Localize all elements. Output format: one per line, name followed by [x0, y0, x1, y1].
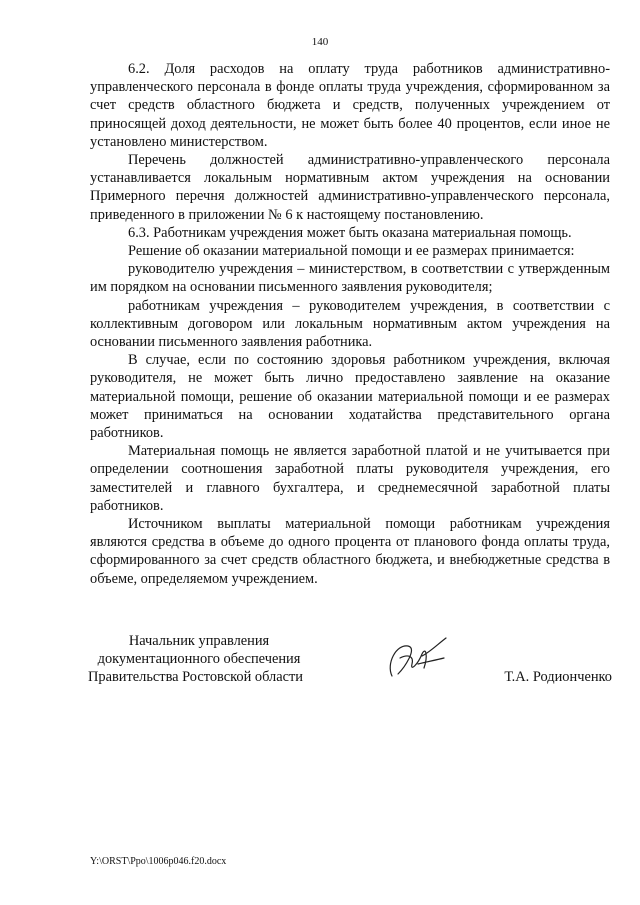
- signature-block: [88, 632, 612, 692]
- paragraph-funding-source: Источником выплаты материальной помощи работникам учреждения являются средства в объеме до одного процента от планового фонда оплаты труда, сформированного за счет средств областного бюджета, и внебюджетные средства в объеме, определяемом учреждением.: [90, 516, 610, 587]
- page-number: 140: [311, 36, 329, 48]
- paragraph-position-list: Перечень должностей административно-управленческого персонала устанавливается локальным нормативным актом учреждения на основании Примерного перечня должностей административно-управленческого персонала, приведенного в приложении № 6 к настоящему постановлению.: [90, 152, 610, 223]
- signatory-title: [88, 632, 310, 687]
- paragraph-6-2: 6.2. Доля расходов на оплату труда работников административно-управленческого персонала в фонде оплаты труда учреждения, сформированном за счет средств областного бюджета и средств, полученных учреждением от приносящей доход деятельности, не может быть более 40 процентов, если иное не установлено министерством.: [90, 61, 610, 150]
- paragraph-health-case: В случае, если по состоянию здоровья работником учреждения, включая руководителя, не может быть лично предоставлено заявление на оказание материальной помощи, решение об оказании материальной помощи и ее размерах может приниматься на основании ходатайства представительного органа работников.: [90, 352, 610, 442]
- paragraph-decision-intro: Решение об оказании материальной помощи и ее размерах принимается:: [128, 243, 575, 260]
- signatory-title-line: Начальник управления: [128, 633, 270, 649]
- signatory-title-line: Правительства Ростовской области: [88, 669, 303, 686]
- paragraph-employees: работникам учреждения – руководителем учреждения, в соответствии с коллективным договором или локальным нормативным актом учреждения на основании письменного заявления работника.: [90, 297, 610, 351]
- file-path-footer: Y:\ORST\Ppo\1006p046.f20.docx: [90, 856, 227, 867]
- signatory-title-line: документационного обеспечения: [97, 651, 301, 668]
- paragraph-not-salary: Материальная помощь не является заработной платой и не учитывается при определении соотношения заработной платы руководителя учреждения, его заместителей и главного бухгалтера, и среднемесячной заработной платы работников.: [90, 443, 610, 514]
- signatory-name: Т.А. Родионченко: [504, 669, 612, 685]
- paragraph-head-manager: руководителю учреждения – министерством, в соответствии с утвержденным им порядком на основании письменного заявления руководителя;: [90, 261, 610, 296]
- paragraph-6-3: 6.3. Работникам учреждения может быть оказана материальная помощь.: [128, 224, 572, 241]
- handwritten-signature: [378, 634, 458, 684]
- document-body: [90, 60, 610, 588]
